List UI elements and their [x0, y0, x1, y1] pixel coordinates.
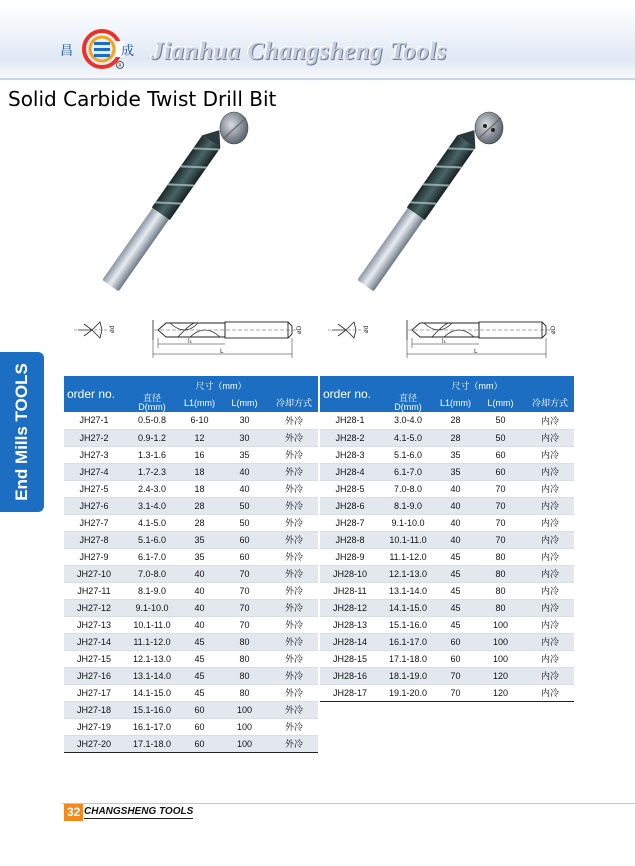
l1-cell: 40	[436, 531, 475, 548]
diameter-cell: 19.1-20.0	[380, 684, 436, 701]
l-cell: 100	[219, 735, 270, 752]
cooling-cell: 外冷	[270, 599, 318, 616]
l1-cell: 45	[180, 650, 219, 667]
order-no-cell: JH27-20	[64, 735, 124, 752]
table-row	[64, 582, 318, 599]
table-row	[320, 599, 574, 616]
order-no-cell: JH27-19	[64, 718, 124, 735]
header-size-group: 尺寸（mm）	[124, 376, 318, 394]
cooling-cell: 内冷	[526, 531, 574, 548]
diameter-cell: 1.7-2.3	[124, 463, 180, 480]
diameter-cell: 9.1-10.0	[124, 599, 180, 616]
drill-image-right	[355, 108, 515, 308]
cooling-cell: 外冷	[270, 616, 318, 633]
l-cell: 40	[219, 463, 270, 480]
order-no-cell: JH27-2	[64, 429, 124, 446]
table-row	[320, 412, 574, 429]
header-diameter-unit: D(mm)	[394, 402, 422, 412]
table-row	[320, 446, 574, 463]
cooling-cell: 外冷	[270, 531, 318, 548]
l1-cell: 70	[436, 667, 475, 684]
cooling-cell: 外冷	[270, 446, 318, 463]
l1-cell: 18	[180, 480, 219, 497]
table-row	[64, 633, 318, 650]
order-no-cell: JH28-3	[320, 446, 380, 463]
cooling-cell: 外冷	[270, 684, 318, 701]
l-cell: 70	[219, 582, 270, 599]
technical-drawing-left	[70, 312, 315, 364]
cooling-cell: 外冷	[270, 565, 318, 582]
order-no-cell: JH27-14	[64, 633, 124, 650]
side-tab-label: End Mills TOOLS	[12, 363, 31, 501]
header-order-no: order no.	[64, 376, 124, 412]
order-no-cell: JH27-17	[64, 684, 124, 701]
diameter-cell: 5.1-6.0	[380, 446, 436, 463]
header-diameter-cn: 直径	[398, 393, 417, 403]
cooling-cell: 内冷	[526, 514, 574, 531]
header-diameter-unit: D(mm)	[138, 402, 166, 412]
table-row	[64, 463, 318, 480]
header-diameter-cn: 直径	[142, 393, 161, 403]
table-row	[64, 429, 318, 446]
cooling-cell: 内冷	[526, 633, 574, 650]
cooling-cell: 内冷	[526, 463, 574, 480]
diameter-cell: 6.1-7.0	[124, 548, 180, 565]
diameter-cell: 0.9-1.2	[124, 429, 180, 446]
cooling-cell: 内冷	[526, 480, 574, 497]
diameter-cell: 8.1-9.0	[124, 582, 180, 599]
footer-brand: CHANGSHENG TOOLS	[84, 806, 194, 817]
label-l1-right: l₁	[442, 338, 447, 345]
diameter-cell: 7.0-8.0	[124, 565, 180, 582]
header-order-no: order no.	[320, 376, 380, 412]
cooling-cell: 外冷	[270, 701, 318, 718]
order-no-cell: JH28-5	[320, 480, 380, 497]
order-no-cell: JH27-7	[64, 514, 124, 531]
order-no-cell: JH28-12	[320, 599, 380, 616]
l-cell: 60	[219, 548, 270, 565]
l-cell: 80	[475, 582, 526, 599]
order-no-cell: JH27-1	[64, 412, 124, 429]
spec-table-jh28	[320, 376, 574, 702]
order-no-cell: JH27-3	[64, 446, 124, 463]
order-no-cell: JH28-16	[320, 667, 380, 684]
order-no-cell: JH27-15	[64, 650, 124, 667]
order-no-cell: JH28-17	[320, 684, 380, 701]
cooling-cell: 外冷	[270, 514, 318, 531]
diameter-cell: 5.1-6.0	[124, 531, 180, 548]
l-cell: 60	[219, 531, 270, 548]
cooling-cell: 外冷	[270, 497, 318, 514]
order-no-cell: JH27-18	[64, 701, 124, 718]
l1-cell: 40	[180, 616, 219, 633]
table-row	[64, 701, 318, 718]
l-cell: 120	[475, 684, 526, 701]
order-no-cell: JH27-13	[64, 616, 124, 633]
table-row	[64, 735, 318, 752]
l1-cell: 40	[436, 480, 475, 497]
table-row	[320, 480, 574, 497]
diameter-cell: 0.5-0.8	[124, 412, 180, 429]
cooling-cell: 外冷	[270, 548, 318, 565]
cooling-cell: 内冷	[526, 412, 574, 429]
logo-char-right: 成	[121, 44, 135, 59]
l-cell: 80	[219, 650, 270, 667]
l1-cell: 70	[436, 684, 475, 701]
l1-cell: 40	[180, 565, 219, 582]
header-diameter	[124, 394, 180, 412]
table-row	[64, 565, 318, 582]
order-no-cell: JH28-8	[320, 531, 380, 548]
table-row	[320, 429, 574, 446]
l-cell: 35	[219, 446, 270, 463]
l1-cell: 16	[180, 446, 219, 463]
cooling-cell: 内冷	[526, 684, 574, 701]
l-cell: 100	[475, 616, 526, 633]
header-diameter	[380, 394, 436, 412]
header-cooling: 冷却方式	[526, 394, 574, 412]
side-category-tab	[0, 352, 44, 512]
label-L-left: L	[220, 348, 224, 355]
l-cell: 70	[219, 565, 270, 582]
header-l1: L1(mm)	[180, 394, 219, 412]
l-cell: 40	[219, 480, 270, 497]
diameter-cell: 1.3-1.6	[124, 446, 180, 463]
diameter-cell: 4.1-5.0	[124, 514, 180, 531]
diameter-cell: 13.1-14.0	[380, 582, 436, 599]
l-cell: 30	[219, 429, 270, 446]
label-D-left: øD	[296, 325, 303, 334]
cooling-cell: 外冷	[270, 480, 318, 497]
l1-cell: 45	[436, 565, 475, 582]
diameter-cell: 13.1-14.0	[124, 667, 180, 684]
company-logo	[58, 27, 142, 71]
l-cell: 80	[219, 667, 270, 684]
spec-table-jh27	[64, 376, 318, 753]
l-cell: 80	[475, 599, 526, 616]
l-cell: 80	[219, 684, 270, 701]
table-row	[64, 531, 318, 548]
diameter-cell: 6.1-7.0	[380, 463, 436, 480]
l1-cell: 35	[180, 531, 219, 548]
cooling-cell: 内冷	[526, 497, 574, 514]
table-row	[64, 667, 318, 684]
table-row	[64, 548, 318, 565]
l1-cell: 40	[436, 497, 475, 514]
table-row	[320, 616, 574, 633]
order-no-cell: JH27-9	[64, 548, 124, 565]
cooling-cell: 外冷	[270, 735, 318, 752]
registered-mark: R	[118, 63, 122, 69]
l1-cell: 45	[180, 667, 219, 684]
label-L-right: L	[474, 348, 478, 355]
l1-cell: 28	[180, 497, 219, 514]
l1-cell: 6-10	[180, 412, 219, 429]
l1-cell: 40	[180, 582, 219, 599]
l-cell: 120	[475, 667, 526, 684]
order-no-cell: JH28-10	[320, 565, 380, 582]
diameter-cell: 16.1-17.0	[124, 718, 180, 735]
l-cell: 60	[475, 446, 526, 463]
l-cell: 70	[475, 497, 526, 514]
table-row	[64, 514, 318, 531]
cooling-cell: 外冷	[270, 429, 318, 446]
diameter-cell: 11.1-12.0	[124, 633, 180, 650]
order-no-cell: JH27-8	[64, 531, 124, 548]
order-no-cell: JH27-5	[64, 480, 124, 497]
table-row	[64, 412, 318, 429]
footer-rule	[62, 803, 635, 804]
label-D-right: øD	[550, 325, 557, 334]
l-cell: 50	[219, 514, 270, 531]
order-no-cell: JH28-2	[320, 429, 380, 446]
l-cell: 100	[475, 633, 526, 650]
order-no-cell: JH28-4	[320, 463, 380, 480]
order-no-cell: JH27-6	[64, 497, 124, 514]
l1-cell: 45	[436, 599, 475, 616]
l1-cell: 60	[180, 701, 219, 718]
l1-cell: 60	[436, 650, 475, 667]
diameter-cell: 3.1-4.0	[124, 497, 180, 514]
technical-drawing-right	[324, 312, 569, 364]
cooling-cell: 外冷	[270, 582, 318, 599]
table-row	[320, 565, 574, 582]
brand-name: Jianhua Changsheng Tools	[151, 38, 447, 65]
table-row	[64, 599, 318, 616]
order-no-cell: JH28-7	[320, 514, 380, 531]
l-cell: 70	[219, 599, 270, 616]
page-title: Solid Carbide Twist Drill Bit	[8, 87, 277, 111]
table-row	[320, 633, 574, 650]
cooling-cell: 外冷	[270, 633, 318, 650]
diameter-cell: 18.1-19.0	[380, 667, 436, 684]
header-l: L(mm)	[219, 394, 270, 412]
diameter-cell: 15.1-16.0	[380, 616, 436, 633]
l1-cell: 60	[436, 633, 475, 650]
order-no-cell: JH27-11	[64, 582, 124, 599]
table-row	[320, 531, 574, 548]
diameter-cell: 8.1-9.0	[380, 497, 436, 514]
l1-cell: 28	[436, 412, 475, 429]
logo-char-left: 昌	[60, 44, 74, 59]
table-row	[64, 497, 318, 514]
l1-cell: 18	[180, 463, 219, 480]
order-no-cell: JH28-15	[320, 650, 380, 667]
l-cell: 50	[219, 497, 270, 514]
l-cell: 80	[219, 633, 270, 650]
diameter-cell: 14.1-15.0	[380, 599, 436, 616]
order-no-cell: JH27-4	[64, 463, 124, 480]
diameter-cell: 12.1-13.0	[124, 650, 180, 667]
order-no-cell: JH27-16	[64, 667, 124, 684]
l-cell: 100	[219, 701, 270, 718]
diameter-cell: 7.0-8.0	[380, 480, 436, 497]
diameter-cell: 15.1-16.0	[124, 701, 180, 718]
table-row	[64, 718, 318, 735]
l1-cell: 45	[436, 616, 475, 633]
l-cell: 70	[475, 480, 526, 497]
cooling-cell: 外冷	[270, 463, 318, 480]
header-cooling: 冷却方式	[270, 394, 318, 412]
cooling-cell: 外冷	[270, 650, 318, 667]
cooling-cell: 外冷	[270, 412, 318, 429]
table-row	[320, 514, 574, 531]
header-rule	[0, 78, 635, 80]
l1-cell: 45	[180, 684, 219, 701]
cooling-cell: 内冷	[526, 616, 574, 633]
table-row	[64, 480, 318, 497]
cooling-cell: 内冷	[526, 548, 574, 565]
l1-cell: 35	[436, 463, 475, 480]
l1-cell: 45	[436, 582, 475, 599]
header-size-group: 尺寸（mm）	[380, 376, 574, 394]
l1-cell: 12	[180, 429, 219, 446]
order-no-cell: JH28-14	[320, 633, 380, 650]
cooling-cell: 内冷	[526, 650, 574, 667]
diameter-cell: 10.1-11.0	[124, 616, 180, 633]
label-l1-left: l₁	[188, 338, 193, 345]
cooling-cell: 外冷	[270, 718, 318, 735]
header-l1: L1(mm)	[436, 394, 475, 412]
drill-image-left	[100, 108, 260, 308]
table-row	[320, 497, 574, 514]
cooling-cell: 内冷	[526, 667, 574, 684]
l-cell: 30	[219, 412, 270, 429]
diameter-cell: 10.1-11.0	[380, 531, 436, 548]
l-cell: 80	[475, 565, 526, 582]
l-cell: 80	[475, 548, 526, 565]
label-d-left: ød	[109, 325, 116, 333]
cooling-cell: 内冷	[526, 446, 574, 463]
l1-cell: 60	[180, 718, 219, 735]
diameter-cell: 12.1-13.0	[380, 565, 436, 582]
l1-cell: 60	[180, 735, 219, 752]
table-row	[64, 684, 318, 701]
l-cell: 70	[219, 616, 270, 633]
table-row	[320, 463, 574, 480]
table-body-jh27	[64, 412, 318, 752]
l-cell: 70	[475, 531, 526, 548]
order-no-cell: JH28-13	[320, 616, 380, 633]
table-row	[64, 650, 318, 667]
l-cell: 50	[475, 412, 526, 429]
diameter-cell: 17.1-18.0	[380, 650, 436, 667]
l1-cell: 45	[436, 548, 475, 565]
l-cell: 100	[475, 650, 526, 667]
order-no-cell: JH28-9	[320, 548, 380, 565]
l1-cell: 45	[180, 633, 219, 650]
table-body-jh28	[320, 412, 574, 701]
table-row	[320, 684, 574, 701]
l-cell: 60	[475, 463, 526, 480]
l-cell: 70	[475, 514, 526, 531]
l1-cell: 35	[436, 446, 475, 463]
label-d-right: ød	[363, 325, 370, 333]
order-no-cell: JH28-11	[320, 582, 380, 599]
cooling-cell: 内冷	[526, 565, 574, 582]
page-number: 32	[64, 804, 83, 821]
order-no-cell: JH28-6	[320, 497, 380, 514]
l1-cell: 40	[436, 514, 475, 531]
diameter-cell: 14.1-15.0	[124, 684, 180, 701]
diameter-cell: 9.1-10.0	[380, 514, 436, 531]
table-row	[320, 650, 574, 667]
diameter-cell: 16.1-17.0	[380, 633, 436, 650]
l1-cell: 28	[436, 429, 475, 446]
diameter-cell: 4.1-5.0	[380, 429, 436, 446]
diameter-cell: 3.0-4.0	[380, 412, 436, 429]
order-no-cell: JH27-10	[64, 565, 124, 582]
table-row	[320, 548, 574, 565]
cooling-cell: 外冷	[270, 667, 318, 684]
l1-cell: 28	[180, 514, 219, 531]
cooling-cell: 内冷	[526, 582, 574, 599]
header-l: L(mm)	[475, 394, 526, 412]
cooling-cell: 内冷	[526, 429, 574, 446]
diameter-cell: 17.1-18.0	[124, 735, 180, 752]
order-no-cell: JH27-12	[64, 599, 124, 616]
l-cell: 100	[219, 718, 270, 735]
cooling-cell: 内冷	[526, 599, 574, 616]
table-row	[64, 616, 318, 633]
diameter-cell: 2.4-3.0	[124, 480, 180, 497]
table-row	[320, 667, 574, 684]
l1-cell: 40	[180, 599, 219, 616]
table-row	[320, 582, 574, 599]
l1-cell: 35	[180, 548, 219, 565]
table-row	[64, 446, 318, 463]
diameter-cell: 11.1-12.0	[380, 548, 436, 565]
order-no-cell: JH28-1	[320, 412, 380, 429]
l-cell: 50	[475, 429, 526, 446]
